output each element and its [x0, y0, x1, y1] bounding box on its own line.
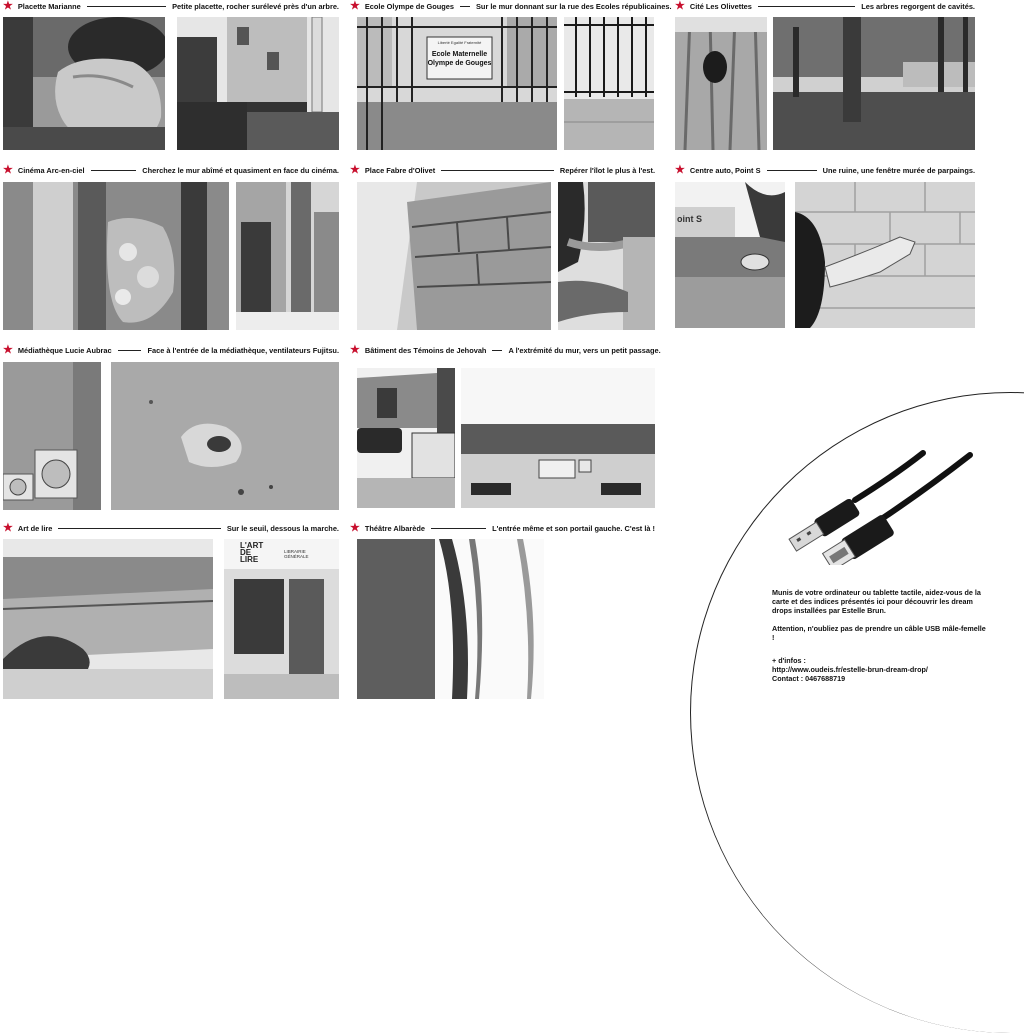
section-hint: Sur le seuil, dessous la marche.: [226, 523, 339, 533]
info-warning: Attention, n'oubliez pas de prendre un câble USB mâle-femelle !: [772, 623, 986, 642]
section-hint: Les arbres regorgent de cavités.: [861, 1, 975, 11]
section-header: [3, 344, 339, 356]
section-centre-auto: [675, 164, 975, 334]
usb-cable-icon: [775, 445, 975, 565]
photo-brick-corner: [357, 182, 551, 330]
section-header: [675, 164, 975, 176]
star-icon: ★: [3, 522, 13, 534]
section-temoins-jehovah: [350, 344, 661, 514]
divider: [118, 350, 142, 351]
section-header: [350, 164, 655, 176]
divider: [431, 528, 486, 529]
section-title: Place Fabre d'Olivet: [364, 165, 436, 175]
bookshop-logo: [240, 542, 263, 563]
info-panel: [772, 588, 987, 692]
sign-top-text: Liberté Egalité Fraternité: [437, 40, 482, 45]
photo-step-threshold: [3, 539, 213, 699]
photo-block-wall: [795, 182, 975, 328]
section-hint: L'entrée même et son portail gauche. C'est là !: [492, 523, 655, 533]
photo-hand-wall: [558, 182, 655, 330]
info-phone: Contact : 0467688719: [772, 674, 846, 684]
photo-tree-bark: [675, 17, 767, 150]
school-sign-line1: Ecole Maternelle: [431, 51, 488, 58]
star-icon: ★: [675, 0, 685, 12]
section-title: Art de lire: [17, 523, 53, 533]
bookshop-logo-line2: DE: [240, 548, 252, 557]
section-place-fabre: [350, 164, 655, 334]
section-cinema-arc-en-ciel: [3, 164, 339, 334]
section-ecole-olympe: [350, 0, 672, 155]
section-title: Centre auto, Point S: [689, 165, 761, 175]
photo-theatre-gate: [357, 539, 544, 699]
section-hint: Repérer l'îlot le plus à l'est.: [559, 165, 655, 175]
school-sign: [427, 50, 492, 68]
star-icon: ★: [3, 164, 13, 176]
section-mediatheque: [3, 344, 339, 514]
bookshop-logo-line3: LIRE: [240, 555, 259, 564]
section-header: [3, 522, 339, 534]
photo-point-s: [675, 182, 785, 328]
photo-trees-park: [773, 17, 975, 150]
photo-building-cars: [357, 368, 455, 508]
section-theatre-albarede: [350, 522, 655, 702]
bookshop-logo-line1: L'ART: [240, 541, 264, 550]
divider: [58, 528, 220, 529]
photo-rock: [3, 17, 165, 150]
section-hint: A l'extrémité du mur, vers un petit passage.: [508, 345, 661, 355]
star-icon: ★: [675, 164, 685, 176]
photo-damaged-wall: [3, 182, 229, 330]
info-url[interactable]: http://www.oudeis.fr/estelle-brun-dream-drop/: [772, 665, 928, 675]
section-header: [350, 0, 672, 12]
section-header: [350, 522, 655, 534]
divider: [91, 170, 137, 171]
section-title: Théâtre Albarède: [364, 523, 425, 533]
bookshop-sign-line2: GÉNÉRALE: [284, 554, 309, 559]
section-hint: Petite placette, rocher surélevé près d'un arbre.: [172, 1, 339, 11]
photo-cinema-street: [236, 182, 339, 330]
photo-ground-hole: [111, 362, 339, 510]
section-hint: Une ruine, une fenêtre murée de parpaings.: [822, 165, 975, 175]
section-header: [3, 164, 339, 176]
section-header: [3, 0, 339, 12]
school-sign-line2: Olympe de Gouges: [427, 60, 492, 67]
section-cite-olivettes: [675, 0, 975, 155]
section-title: Ecole Olympe de Gouges: [364, 1, 454, 11]
divider: [87, 6, 166, 7]
section-title: Bâtiment des Témoins de Jehovah: [364, 345, 487, 355]
info-contact: [772, 656, 987, 684]
star-icon: ★: [350, 522, 360, 534]
divider: [492, 350, 502, 351]
photo-ac-units: [3, 362, 101, 510]
divider: [767, 170, 817, 171]
section-art-de-lire: [3, 522, 339, 702]
star-icon: ★: [350, 344, 360, 356]
photo-school-wall: [564, 17, 654, 150]
point-s-sign: oint S: [677, 214, 702, 224]
info-more-label: + d'infos :: [772, 656, 806, 666]
section-hint: Face à l'entrée de la médiathèque, ventilateurs Fujitsu.: [147, 345, 339, 355]
section-hint: Cherchez le mur abîmé et quasiment en face du cinéma.: [142, 165, 339, 175]
photo-jehovah-hall: [461, 368, 655, 508]
star-icon: ★: [350, 164, 360, 176]
photo-placette: [177, 17, 339, 150]
section-header: [675, 0, 975, 12]
divider: [460, 6, 470, 7]
info-instructions: Munis de votre ordinateur ou tablette tactile, aidez-vous de la carte et des indices présentés ici pour découvrir les dream drops installées par Estelle Brun.: [772, 588, 981, 616]
bookshop-sign-line1: LIBRAIRIE: [284, 549, 306, 554]
photo-bookshop: [224, 539, 339, 699]
section-title: Cité Les Olivettes: [689, 1, 752, 11]
star-icon: ★: [350, 0, 360, 12]
section-header: [350, 344, 661, 356]
star-icon: ★: [3, 344, 13, 356]
section-title: Cinéma Arc-en-ciel: [17, 165, 85, 175]
section-placette-marianne: [3, 0, 339, 155]
divider: [758, 6, 855, 7]
section-title: Médiathèque Lucie Aubrac: [17, 345, 112, 355]
section-title: Placette Marianne: [17, 1, 81, 11]
section-hint: Sur le mur donnant sur la rue des Ecoles républicaines.: [476, 1, 672, 11]
bookshop-sign: [284, 549, 309, 559]
divider: [441, 170, 554, 171]
photo-school-gate: [357, 17, 557, 150]
star-icon: ★: [3, 0, 13, 12]
